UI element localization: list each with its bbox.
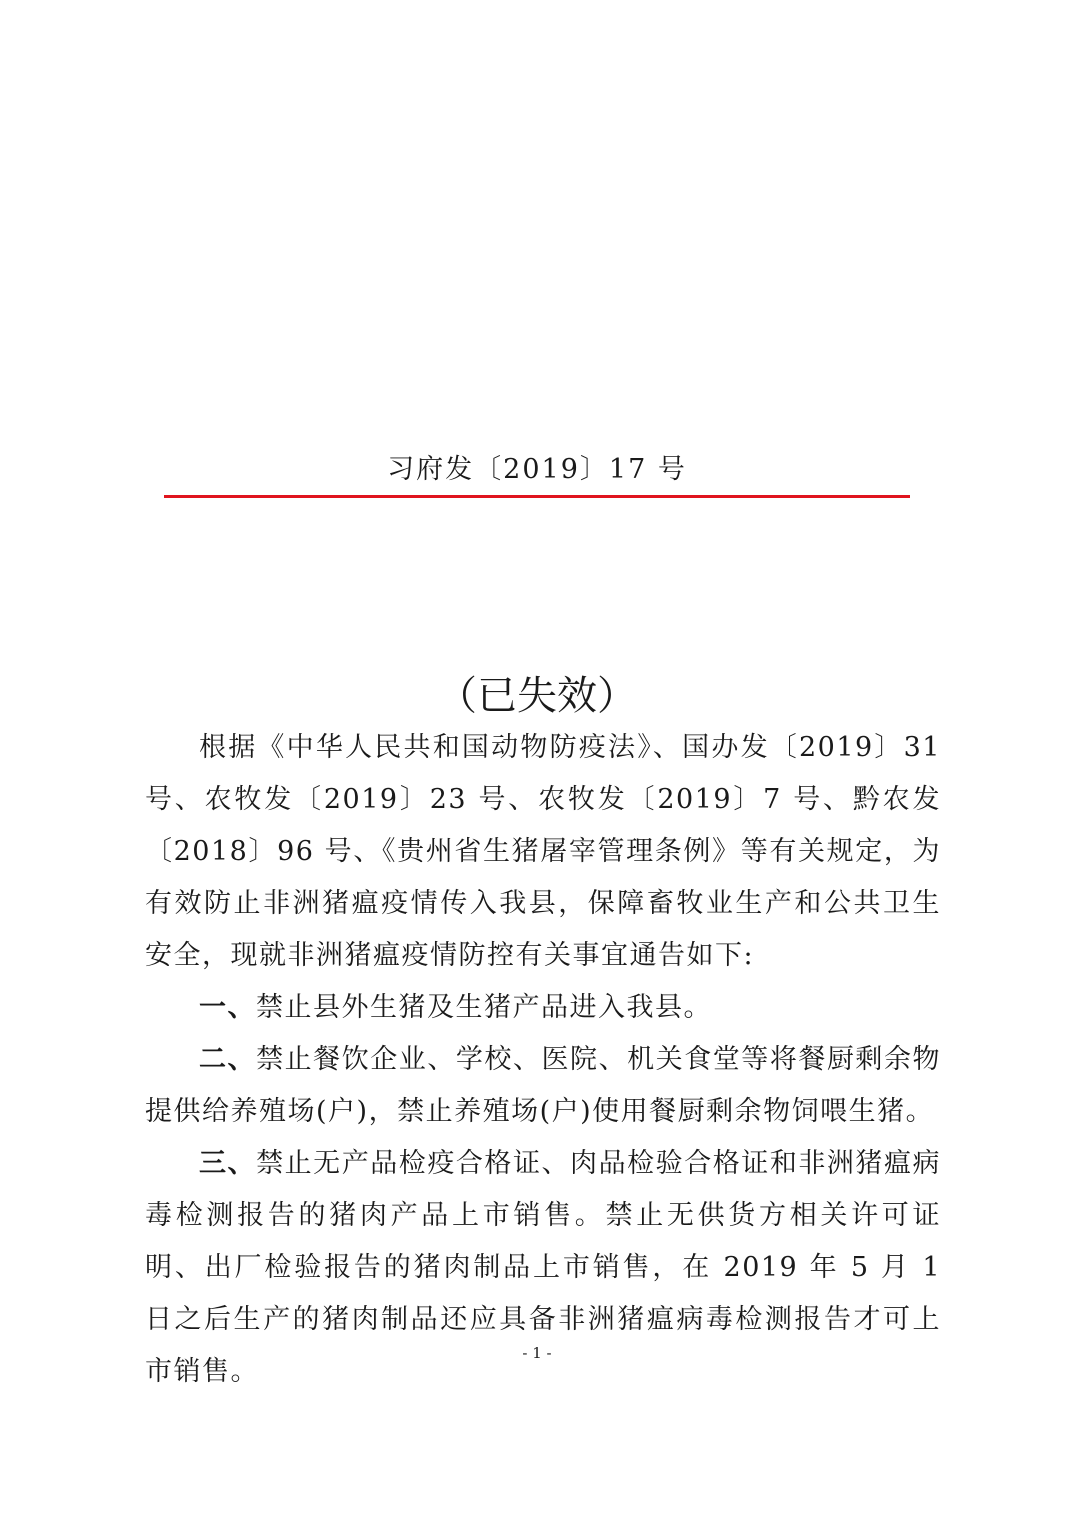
- item-2-text: 禁止餐饮企业、学校、医院、机关食堂等将餐厨剩余物提供给养殖场(户)，禁止养殖场(户)使用餐厨剩余物饲喂生猪。: [145, 1044, 942, 1127]
- intro-paragraph: 根据《中华人民共和国动物防疫法》、国办发〔2019〕31 号、农牧发〔2019〕23 号、农牧发〔2019〕7 号、黔农发〔2018〕96 号、《贵州省生猪屠宰管理条例》等有关规定，为有效防止非洲猪瘟疫情传入我县，保障畜牧业生产和公共卫生安全，现就非洲猪瘟疫情防控有关事宜通告如下:: [145, 732, 941, 971]
- status-title: （已失效）: [437, 673, 637, 719]
- item-2-number: 二、: [199, 1044, 257, 1075]
- document-body: [145, 722, 941, 1398]
- item-2-paragraph: [145, 1034, 941, 1138]
- document-number: 习府发〔2019〕17 号: [387, 454, 687, 485]
- page-number: - 1 -: [522, 1344, 552, 1362]
- item-3-number: 三、: [199, 1148, 257, 1179]
- item-1-paragraph: [145, 982, 941, 1034]
- item-1-text: 禁止县外生猪及生猪产品进入我县。: [256, 992, 712, 1023]
- red-separator-line: [164, 495, 910, 498]
- item-1-number: 一、: [199, 992, 256, 1023]
- item-3-text: 禁止无产品检疫合格证、肉品检验合格证和非洲猪瘟病毒检测报告的猪肉产品上市销售。禁止无供货方相关许可证明、出厂检验报告的猪肉制品上市销售，在 2019 年 5 月 1 日之后生产的猪肉制品还应具备非洲猪瘟病毒检测报告才可上市销售。: [145, 1148, 942, 1387]
